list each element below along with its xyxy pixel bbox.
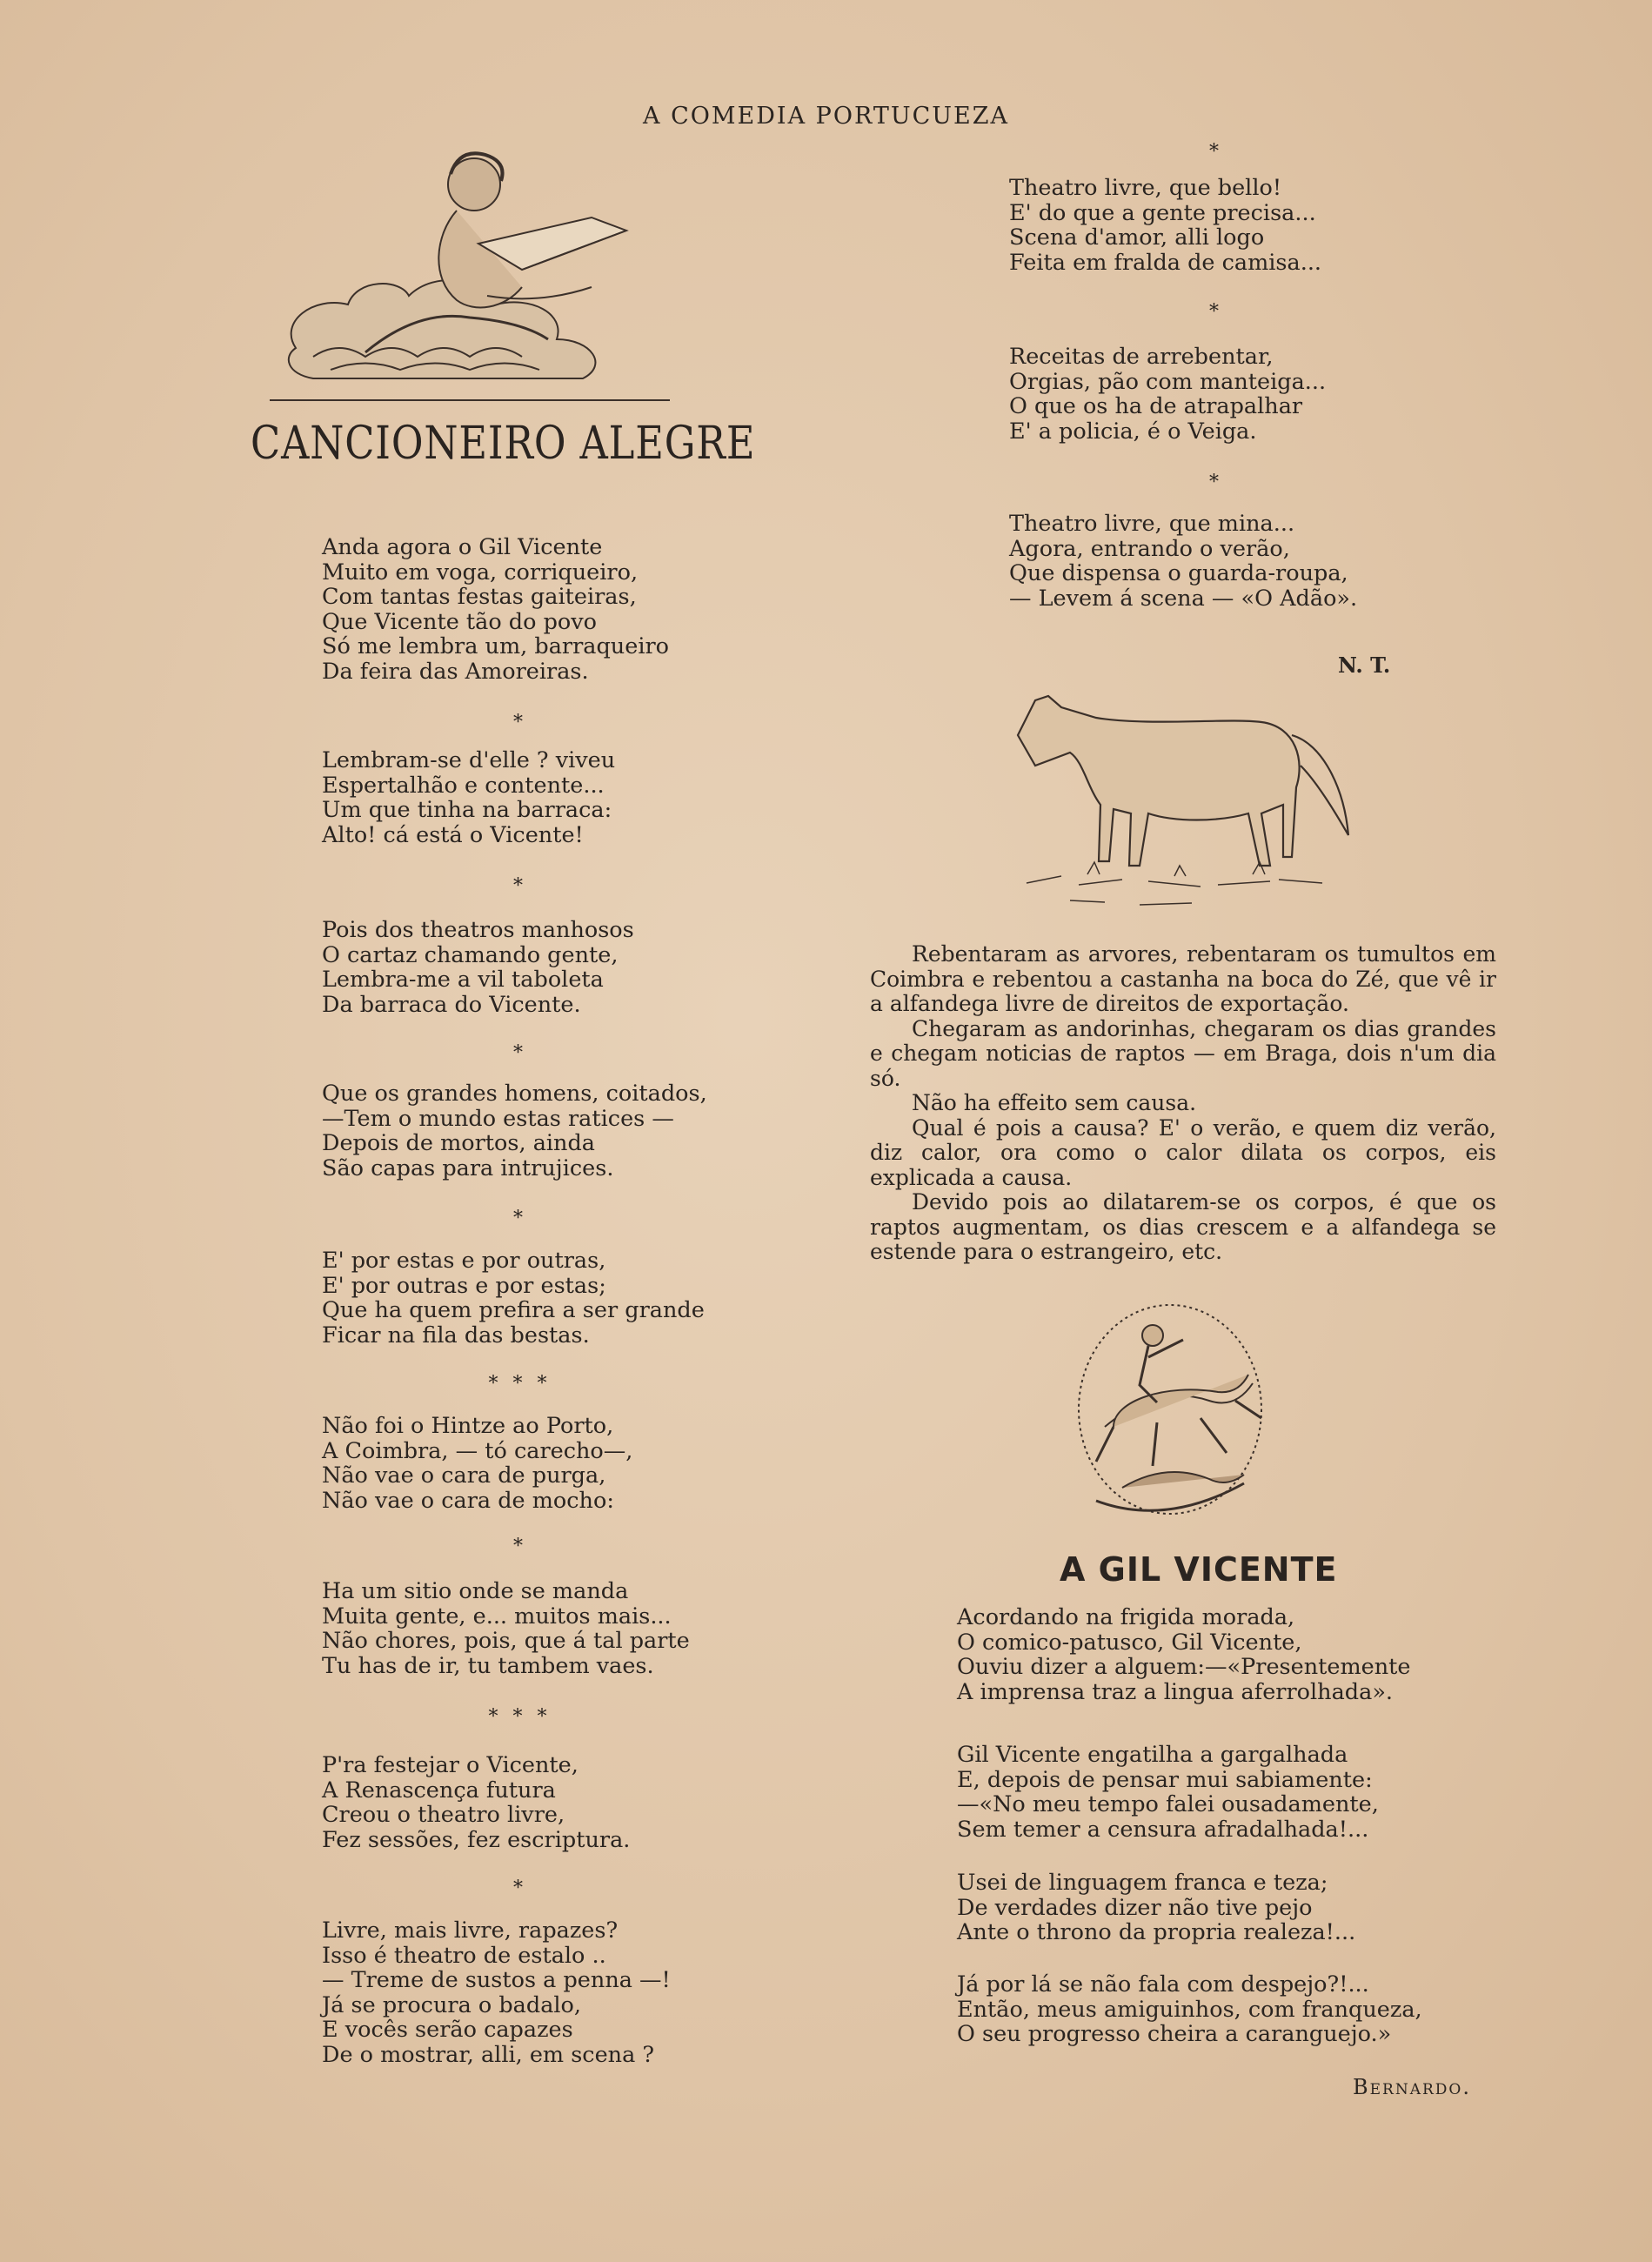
stanza (322, 748, 615, 847)
cancioneiro-title: CANCIONEIRO ALEGRE (251, 418, 756, 470)
verse-line: E' por estas e por outras, (322, 1248, 606, 1274)
verse-line: Que ha quem prefira a ser grande (322, 1297, 705, 1323)
verse-line: A Renascença futura (322, 1777, 556, 1804)
verse-line: Anda agora o Gil Vicente (322, 534, 603, 560)
verse-line: Então, meus amiguinhos, com franqueza, (957, 1996, 1422, 2023)
stanza (322, 1414, 632, 1513)
verse-line: Creou o theatro livre, (322, 1802, 565, 1828)
verse-line: Livre, mais livre, rapazes? (322, 1917, 619, 1944)
cherub-illustration (261, 148, 713, 409)
verse-line: Já por lá se não fala com despejo?!... (957, 1971, 1369, 1998)
star-separator: * (1209, 301, 1219, 323)
verse-line: Da feira das Amoreiras. (322, 658, 589, 685)
verse-line: Ouviu dizer a alguem:—«Presentemente (957, 1654, 1411, 1680)
verse-line: Sem temer a censura afradalhada!... (957, 1816, 1369, 1843)
stanza (957, 1743, 1379, 1842)
verse-line: E' a policia, é o Veiga. (1009, 418, 1257, 445)
stanza (322, 1248, 705, 1348)
verse-line: Receitas de arrebentar, (1009, 344, 1274, 370)
verse-line: Só me lembra um, barraqueiro (322, 633, 670, 659)
stanza (322, 1579, 690, 1678)
verse-line: Que Vicente tão do povo (322, 608, 598, 635)
stanza (1009, 176, 1321, 275)
verse-line: Não chores, pois, que á tal parte (322, 1628, 690, 1654)
prose-paragraph: Qual é pois a causa? E' o verão, e quem diz verão, diz calor, ora como o calor dilata os corpos, eis explicada a causa. (870, 1114, 1496, 1190)
star-separator: * (513, 875, 523, 897)
verse-line: Já se procura o badalo, (322, 1991, 582, 2018)
rider-illustration (1061, 1296, 1287, 1531)
verse-line: Não vae o cara de mocho: (322, 1487, 614, 1514)
verse-line: São capas para intrujices. (322, 1154, 614, 1181)
stanza (957, 1870, 1355, 1945)
verse-line: A imprensa traz a lingua aferrolhada». (957, 1678, 1394, 1705)
stanza (1009, 345, 1326, 444)
star-separator: * (1209, 472, 1219, 493)
verse-line: Da barraca do Vicente. (322, 991, 581, 1018)
verse-line: Fez sessões, fez escriptura. (322, 1826, 631, 1853)
verse-line: Isso é theatro de estalo .. (322, 1942, 606, 1969)
prose-paragraph: Rebentaram as arvores, rebentaram os tumultos em Coimbra e rebentou a castanha na boca do Zé, que vê ir a alfandega livre de direitos de exportação. (870, 941, 1496, 1016)
stanza (957, 1972, 1422, 2047)
star-separator: * * * (488, 1373, 547, 1395)
verse-line: Que os grandes homens, coitados, (322, 1081, 707, 1107)
prose-paragraph: Chegaram as andorinhas, chegaram os dias grandes e chegam noticias de raptos — em Braga, dois n'um dia só. (870, 1015, 1496, 1091)
star-separator: * (513, 1536, 523, 1557)
verse-line: Orgias, pão com manteiga... (1009, 368, 1327, 395)
verse-line: De verdades dizer não tive pejo (957, 1894, 1313, 1921)
verse-line: —Tem o mundo estas ratices — (322, 1105, 674, 1132)
verse-line: E vocês serão capazes (322, 2017, 573, 2043)
star-separator: * * * (488, 1706, 547, 1728)
star-separator: * (513, 712, 523, 733)
verse-line: Agora, entrando o verão, (1009, 535, 1290, 562)
verse-line: Muita gente, e... muitos mais... (322, 1603, 672, 1630)
verse-line: Ante o throno da propria realeza!... (957, 1919, 1356, 1945)
verse-line: Pois dos theatros manhosos (322, 917, 634, 943)
verse-line: Lembram-se d'elle ? viveu (322, 747, 616, 773)
verse-line: Alto! cá está o Vicente! (322, 821, 584, 848)
star-separator: * (513, 1208, 523, 1229)
verse-line: Ha um sitio onde se manda (322, 1578, 629, 1604)
verse-line: Espertalhão e contente... (322, 772, 605, 799)
verse-line: P'ra festejar o Vicente, (322, 1752, 579, 1778)
verse-line: O seu progresso cheira a caranguejo.» (957, 2021, 1392, 2047)
star-separator: * (1209, 141, 1219, 163)
verse-line: O comico-patusco, Gil Vicente, (957, 1629, 1302, 1656)
stanza (957, 1605, 1411, 1704)
verse-line: —«No meu tempo falei ousadamente, (957, 1791, 1379, 1817)
horse-illustration (1000, 683, 1366, 918)
verse-line: Ficar na fila das bestas. (322, 1322, 590, 1348)
verse-line: A Coimbra, — tó carecho—, (322, 1437, 633, 1464)
stanza (322, 1081, 707, 1181)
verse-line: Usei de linguagem franca e teza; (957, 1870, 1328, 1896)
verse-line: De o mostrar, alli, em scena ? (322, 2041, 655, 2068)
verse-line: — Levem á scena — «O Adão». (1009, 585, 1358, 612)
prose-block (870, 942, 1496, 1265)
verse-line: E' por outras e por estas; (322, 1272, 606, 1299)
verse-line: E' do que a gente precisa... (1009, 199, 1316, 226)
signature-nt: N. T. (1338, 652, 1391, 678)
stanza (322, 1753, 630, 1852)
running-title: A COMEDIA PORTUCUEZA (643, 103, 1009, 130)
verse-line: Feita em fralda de camisa... (1009, 249, 1322, 276)
verse-line: Acordando na frigida morada, (957, 1604, 1295, 1630)
stanza (322, 1918, 671, 2067)
star-separator: * (513, 1042, 523, 1064)
verse-line: Depois de mortos, ainda (322, 1130, 596, 1156)
verse-line: — Treme de sustos a penna —! (322, 1967, 671, 1993)
verse-line: Scena d'amor, alli logo (1009, 224, 1265, 251)
verse-line: Theatro livre, que bello! (1009, 175, 1282, 201)
stanza (322, 535, 669, 684)
signature-bernardo: Bernardo. (1353, 2075, 1471, 2099)
verse-line: Muito em voga, corriqueiro, (322, 559, 639, 586)
verse-line: Não vae o cara de purga, (322, 1462, 606, 1489)
verse-line: Que dispensa o guarda-roupa, (1009, 560, 1348, 586)
verse-line: Lembra-me a vil taboleta (322, 967, 604, 993)
verse-line: O que os ha de atrapalhar (1009, 393, 1303, 419)
verse-line: Não foi o Hintze ao Porto, (322, 1413, 614, 1439)
verse-line: Gil Vicente engatilha a gargalhada (957, 1742, 1348, 1768)
verse-line: Com tantas festas gaiteiras, (322, 584, 637, 610)
verse-line: Theatro livre, que mina... (1009, 511, 1295, 537)
gil-vicente-title: A GIL VICENTE (1060, 1550, 1338, 1589)
stanza (1009, 512, 1357, 611)
verse-line: Tu has de ir, tu tambem vaes. (322, 1652, 654, 1679)
verse-line: E, depois de pensar mui sabiamente: (957, 1766, 1373, 1793)
stanza (322, 918, 634, 1017)
verse-line: O cartaz chamando gente, (322, 941, 619, 968)
star-separator: * (513, 1877, 523, 1899)
prose-paragraph: Devido pois ao dilatarem-se os corpos, é que os raptos augmentam, os dias crescem e a alfandega se estende para o estrangeiro, etc. (870, 1189, 1496, 1264)
verse-line: Um que tinha na barraca: (322, 797, 612, 823)
prose-paragraph: Não ha effeito sem causa. (912, 1090, 1197, 1115)
